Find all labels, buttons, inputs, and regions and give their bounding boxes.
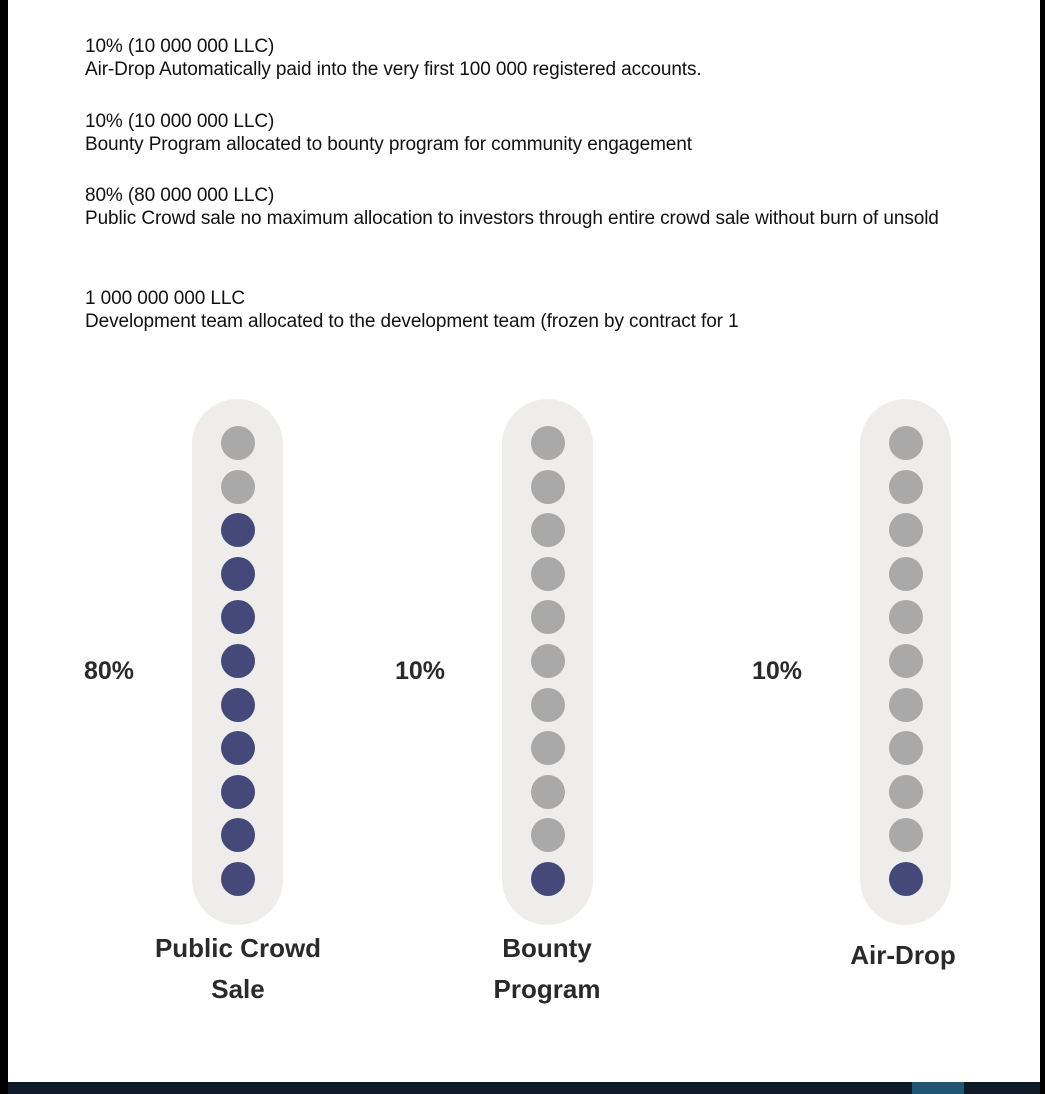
allocation-amount: 10% (10 000 000 LLC) (85, 111, 275, 132)
dot-empty (889, 644, 923, 678)
column-pill-public-crowd-sale (192, 399, 283, 925)
dot-empty (531, 557, 565, 591)
dot-empty (531, 688, 565, 722)
dot-empty (889, 600, 923, 634)
dot-empty (531, 731, 565, 765)
dot-empty (221, 426, 255, 460)
allocation-bounty (85, 110, 985, 156)
dot-filled (221, 644, 255, 678)
bottom-toolbar-tab[interactable] (912, 1082, 964, 1094)
allocation-amount: 10% (10 000 000 LLC) (85, 36, 275, 57)
dot-filled (221, 688, 255, 722)
dot-empty (531, 470, 565, 504)
category-label-line: Public Crowd (154, 933, 322, 963)
category-label-line: Program (493, 974, 601, 1004)
dot-empty (889, 513, 923, 547)
document-page (8, 0, 1040, 1082)
dot-empty (889, 470, 923, 504)
category-label-line: Bounty (502, 933, 592, 963)
dot-filled (221, 600, 255, 634)
allocation-description: Development team allocated to the development team (frozen by contract for 1 (85, 311, 739, 332)
dot-filled (531, 862, 565, 896)
dot-filled (221, 513, 255, 547)
percent-label-bounty-program: 10% (395, 657, 446, 685)
dot-filled (221, 731, 255, 765)
column-pill-air-drop (860, 399, 951, 925)
percent-label-public-crowd-sale: 80% (84, 657, 135, 685)
dot-empty (221, 470, 255, 504)
allocation-description: Air-Drop Automatically paid into the very first 100 000 registered accounts. (85, 59, 702, 80)
allocation-airdrop (85, 35, 985, 81)
category-label-public-crowd-sale (108, 928, 368, 1010)
dot-filled (221, 818, 255, 852)
dot-empty (531, 644, 565, 678)
dot-empty (531, 775, 565, 809)
category-label-air-drop (773, 935, 1033, 976)
allocation-amount: 80% (80 000 000 LLC) (85, 185, 275, 206)
dot-filled (221, 557, 255, 591)
allocation-description: Bounty Program allocated to bounty program for community engagement (85, 134, 692, 155)
column-pill-bounty-program (502, 399, 593, 925)
allocation-public-crowd-sale (85, 184, 985, 230)
bottom-toolbar (8, 1082, 1040, 1094)
dot-filled (889, 862, 923, 896)
dot-filled (221, 775, 255, 809)
dot-empty (531, 818, 565, 852)
dot-empty (889, 688, 923, 722)
dot-filled (221, 862, 255, 896)
category-label-line: Air-Drop (850, 940, 956, 970)
allocation-amount: 1 000 000 000 LLC (85, 288, 245, 309)
category-label-bounty-program (417, 928, 677, 1010)
allocation-description: Public Crowd sale no maximum allocation to investors through entire crowd sale without burn of unsold (85, 208, 939, 229)
category-label-line: Sale (211, 974, 265, 1004)
percent-label-air-drop: 10% (752, 657, 803, 685)
dot-empty (531, 600, 565, 634)
dot-empty (889, 818, 923, 852)
dot-empty (531, 426, 565, 460)
dot-empty (531, 513, 565, 547)
dot-empty (889, 426, 923, 460)
dot-empty (889, 557, 923, 591)
dot-empty (889, 731, 923, 765)
dot-empty (889, 775, 923, 809)
allocation-development-team (85, 287, 985, 333)
